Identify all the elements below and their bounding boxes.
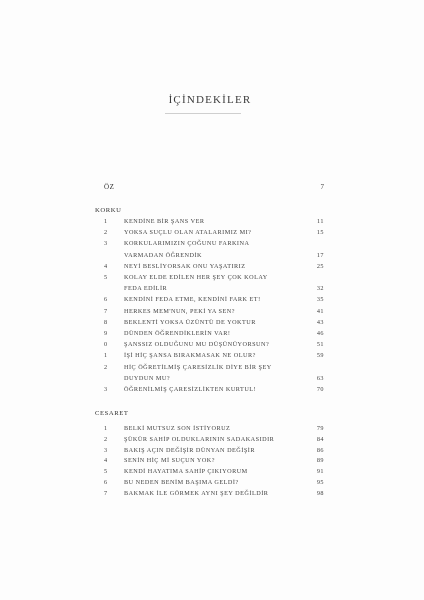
entry-title: BEKLENTİ YOKSA ÜZÜNTÜ DE YOKTUR xyxy=(124,318,256,326)
toc-entry[interactable] xyxy=(0,329,424,339)
toc-entry[interactable] xyxy=(0,363,424,373)
toc-entry[interactable] xyxy=(0,239,424,249)
entry-number: 7 xyxy=(104,489,108,497)
entry-title: HİÇ ÖĞRETİLMİŞ ÇARESİZLİK DİYE BİR ŞEY xyxy=(124,363,272,371)
toc-entry[interactable] xyxy=(0,307,424,317)
intro-page: 7 xyxy=(320,183,324,191)
toc-entry[interactable] xyxy=(0,385,424,395)
toc-entry[interactable] xyxy=(0,446,424,456)
entry-number: 2 xyxy=(104,363,108,371)
toc-entry[interactable] xyxy=(0,318,424,328)
entry-page-number: 86 xyxy=(316,446,324,454)
entry-title: KENDİ HAYATIMA SAHİP ÇIKIYORUM xyxy=(124,468,248,476)
entry-title: DÜNDEN ÖĞRENDİKLERİN VAR! xyxy=(124,330,231,337)
toc-entry[interactable] xyxy=(0,351,424,361)
entry-number: 8 xyxy=(104,318,108,326)
entry-title: BAKIŞ AÇIN DEĞİŞİR DÜNYAN DEĞİŞİR xyxy=(124,446,255,454)
entry-page-number: 70 xyxy=(316,386,324,393)
toc-entry[interactable] xyxy=(0,424,424,434)
entry-title: KOLAY ELDE EDİLEN HER ŞEY ÇOK KOLAY xyxy=(124,274,268,281)
toc-entry[interactable] xyxy=(0,374,424,384)
entry-title: KENDİNİ FEDA ETME, KENDİNİ FARK ET! xyxy=(124,296,261,304)
entry-page-number: 32 xyxy=(316,285,324,293)
entry-page-number: 41 xyxy=(316,307,324,315)
entry-number: 4 xyxy=(104,262,108,270)
entry-title: VARMADAN ÖĞRENDİK xyxy=(124,251,202,259)
entry-page-number: 11 xyxy=(317,218,324,225)
entry-title: NEYİ BESLİYORSAK ONU YAŞATIRIZ xyxy=(124,262,246,270)
entry-page-number: 79 xyxy=(316,425,324,432)
entry-title: KORKULARIMIZIN ÇOĞUNU FARKINA xyxy=(124,240,250,248)
intro-label: ÖZ xyxy=(104,183,115,191)
section-heading: CESARET xyxy=(95,410,129,417)
entry-number: 1 xyxy=(104,352,108,360)
toc-entry[interactable] xyxy=(0,284,424,294)
entry-title: ŞÜKÜR SAHİP OLDUKLARININ SADAKASIDIR xyxy=(124,435,275,443)
entry-title: FEDA EDİLİR xyxy=(124,285,168,293)
toc-entry[interactable] xyxy=(0,456,424,466)
entry-page-number: 63 xyxy=(316,374,324,382)
entry-title: SENİN HİÇ Mİ SUÇUN YOK? xyxy=(124,457,216,465)
entry-number: 9 xyxy=(104,330,108,337)
entry-page-number: 35 xyxy=(316,296,324,304)
entry-number: 6 xyxy=(104,479,108,486)
entry-number: 1 xyxy=(104,218,108,225)
entry-number: 3 xyxy=(104,240,108,248)
entry-number: 2 xyxy=(104,229,108,237)
entry-number: 1 xyxy=(104,425,108,432)
entry-number: 5 xyxy=(104,274,108,281)
entry-title: İŞİ HİÇ ŞANSA BIRAKMASAK NE OLUR? xyxy=(124,352,256,360)
entry-page-number: 95 xyxy=(316,479,324,486)
entry-number: 5 xyxy=(104,468,108,476)
entry-number: 4 xyxy=(104,457,108,465)
entry-number: 3 xyxy=(104,386,108,393)
toc-entry[interactable] xyxy=(0,228,424,238)
page-title: İÇİNDEKİLER xyxy=(168,94,252,106)
toc-entry[interactable] xyxy=(0,217,424,227)
entry-number: 2 xyxy=(104,435,108,443)
entry-number: 0 xyxy=(104,341,108,349)
entry-number: 3 xyxy=(104,446,108,454)
entry-page-number: 25 xyxy=(316,262,324,270)
toc-entry[interactable] xyxy=(0,262,424,272)
entry-page-number: 17 xyxy=(316,251,324,259)
entry-title: ÖĞRENİLMİŞ ÇARESİZLİKTEN KURTUL! xyxy=(124,386,257,393)
entry-title: BELKİ MUTSUZ SON İSTİYORUZ xyxy=(124,425,231,432)
entry-page-number: 15 xyxy=(316,229,324,237)
entry-page-number: 84 xyxy=(316,435,324,443)
toc-entry[interactable] xyxy=(0,478,424,488)
entry-title: YOKSA SUÇLU OLAN ATALARIMIZ MI? xyxy=(124,229,252,237)
toc-entry[interactable] xyxy=(0,489,424,499)
entry-page-number: 51 xyxy=(316,341,324,349)
entry-title: BAKMAK İLE GÖRMEK AYNI ŞEY DEĞİLDİR xyxy=(124,489,269,497)
entry-number: 6 xyxy=(104,296,108,304)
entry-page-number: 59 xyxy=(316,352,324,360)
entry-title: HERKES MEM'NUN, PEKİ YA SEN? xyxy=(124,307,235,315)
title-underline xyxy=(165,113,241,114)
toc-entry[interactable] xyxy=(0,251,424,261)
toc-entry[interactable] xyxy=(0,273,424,283)
entry-page-number: 46 xyxy=(316,330,324,337)
entry-page-number: 98 xyxy=(316,489,324,497)
entry-title: BU NEDEN BENİM BAŞIMA GELDİ? xyxy=(124,479,239,486)
entry-number: 7 xyxy=(104,307,108,315)
entry-title: DUYDUN MU? xyxy=(124,374,171,382)
entry-page-number: 43 xyxy=(316,318,324,326)
toc-entry[interactable] xyxy=(0,295,424,305)
entry-title: ŞANSSIZ OLDUĞUNU MU DÜŞÜNÜYORSUN? xyxy=(124,341,270,349)
entry-page-number: 89 xyxy=(316,457,324,465)
entry-title: KENDİNE BİR ŞANS VER xyxy=(124,218,205,225)
toc-entry[interactable] xyxy=(0,340,424,350)
toc-entry[interactable] xyxy=(0,467,424,477)
entry-page-number: 91 xyxy=(316,468,324,476)
toc-entry[interactable] xyxy=(0,435,424,445)
section-heading: KORKU xyxy=(95,207,122,214)
